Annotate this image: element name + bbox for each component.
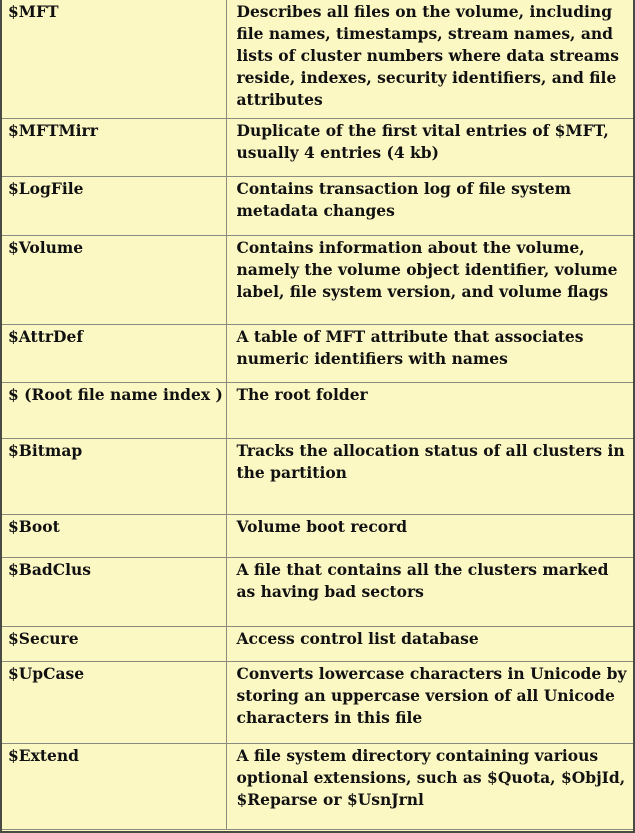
table-row [2,626,633,661]
table-row [2,382,633,438]
file-description-cell: Access control list database [226,626,633,661]
table-row [2,438,633,514]
file-description-cell: Duplicate of the first vital entries of $MFT, usually 4 entries (4 kb) [226,118,633,176]
file-description-cell: A file that contains all the clusters marked as having bad sectors [226,557,633,626]
table-row [2,176,633,235]
file-name-cell: $LogFile [2,176,226,235]
table-row [2,235,633,324]
file-name-cell: $Boot [2,514,226,557]
file-name-cell: $MFTMirr [2,118,226,176]
file-name-cell: $Secure [2,626,226,661]
table-row [2,514,633,557]
file-description-cell: Volume boot record [226,514,633,557]
file-description-cell: Tracks the allocation status of all clusters in the partition [226,438,633,514]
table-row [2,324,633,382]
table-row [2,661,633,743]
file-description-cell: Contains information about the volume, namely the volume object identifier, volume label, file system version, and volume flags [226,235,633,324]
file-description-cell: A file system directory containing various optional extensions, such as $Quota, $ObjId, $Reparse or $UsnJrnl [226,743,633,829]
file-description-cell: A table of MFT attribute that associates numeric identifiers with names [226,324,633,382]
table-row [2,557,633,626]
file-name-cell: $Volume [2,235,226,324]
file-name-cell: $Bitmap [2,438,226,514]
file-name-cell: $MFT [2,0,226,118]
table-row [2,743,633,829]
file-description-cell: The root folder [226,382,633,438]
ntfs-metadata-files-table [2,0,633,830]
table-row [2,0,633,118]
file-description-cell: Describes all files on the volume, including file names, timestamps, stream names, and lists of cluster numbers where data streams reside, indexes, security identifiers, and file attributes [226,0,633,118]
file-description-cell: Converts lowercase characters in Unicode by storing an uppercase version of all Unicode characters in this file [226,661,633,743]
table-row [2,118,633,176]
file-name-cell: $UpCase [2,661,226,743]
file-name-cell: $AttrDef [2,324,226,382]
file-name-cell: $BadClus [2,557,226,626]
file-description-cell: Contains transaction log of file system metadata changes [226,176,633,235]
file-name-cell: $ (Root file name index ) [2,382,226,438]
file-name-cell: $Extend [2,743,226,829]
